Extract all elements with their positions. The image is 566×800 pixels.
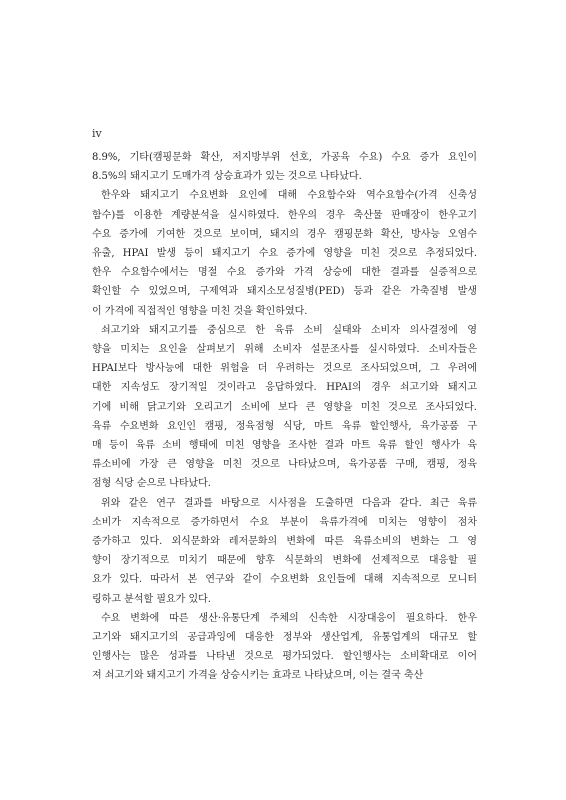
text-line: 링하고 분석할 필요가 있다.: [92, 593, 211, 605]
text-line: 인행사는 많은 성과를 나타낸 것으로 평가되었다. 할인행사는 소비확대로 이어: [92, 651, 477, 663]
page-number: iv: [92, 127, 102, 140]
text-line: 위와 같은 연구 결과를 바탕으로 시사점을 도출하면 다음과 같다. 최근 육류: [101, 497, 477, 509]
text-line: 유출, HPAI 발생 등이 돼지고기 수요 증가에 영향을 미친 것으로 추정되었다.: [92, 248, 477, 260]
text-line: 이 가격에 직접적인 영향을 미친 것을 확인하였다.: [92, 305, 308, 317]
text-line: 고기와 돼지고기의 공급과잉에 대응한 정부와 생산업계, 유통업계의 대규모 할: [92, 632, 477, 644]
text-line: 점형 식당 순으로 나타났다.: [92, 478, 211, 490]
paragraph: [92, 494, 477, 609]
text-line: 함수)를 이용한 계량분석을 실시하였다. 한우의 경우 축산물 판매장이 한우고기: [92, 209, 477, 221]
text-line: 수요 변화에 따른 생산·유통단계 주체의 신속한 시장대응이 필요하다. 한우: [101, 612, 477, 624]
text-line: HPAI보다 방사능에 대한 위험을 더 우려하는 것으로 조사되었으며, 그 우려에: [92, 363, 477, 375]
text-line: 향을 미치는 요인을 살펴보기 위해 소비자 설문조사를 실시하였다. 소비자들은: [92, 344, 477, 356]
text-line: 매 등이 육류 소비 행태에 미친 영향을 조사한 결과 마트 육류 할인 행사가 육: [92, 440, 477, 452]
text-line: 한우와 돼지고기 수요변화 요인에 대해 수요함수와 역수요함수(가격 신축성: [101, 190, 477, 202]
text-line: 소비가 지속적으로 증가하면서 수요 부분이 육류가격에 미치는 영향이 점차: [92, 516, 477, 528]
text-line: 수요 증가에 기여한 것으로 보이며, 돼지의 경우 캠핑문화 확산, 방사능 오염수: [92, 228, 477, 240]
text-line: 확인할 수 있었으며, 구제역과 돼지소모성질병(PED) 등과 같은 가축질병 발생: [92, 286, 477, 298]
text-line: 져 쇠고기와 돼지고기 가격을 상승시키는 효과로 나타났으며, 이는 결국 축산: [92, 670, 424, 682]
text-line: 8.9%, 기타(캠핑문화 확산, 저지방부위 선호, 가공육 수요) 수요 증가 요인이: [92, 152, 477, 163]
text-line: 향이 장기적으로 미치기 때문에 향후 식문화의 변화에 선제적으로 대응할 필: [92, 555, 477, 567]
text-line: 8.5%의 돼지고기 도매가격 상승효과가 있는 것으로 나타났다.: [92, 171, 362, 183]
text-line: 한우 수요함수에서는 명절 수요 증가와 가격 상승에 대한 결과를 실증적으로: [92, 267, 477, 279]
paragraph: [92, 321, 477, 494]
text-line: 증가하고 있다. 외식문화와 레저문화의 변화에 따른 육류소비의 변화는 그 영: [92, 536, 477, 548]
body-text: [92, 148, 477, 686]
text-line: 요가 있다. 따라서 본 연구와 같이 수요변화 요인들에 대해 지속적으로 모니터: [92, 574, 477, 586]
paragraph: [92, 148, 477, 186]
text-line: 대한 지속성도 장기적일 것이라고 응답하였다. HPAI의 경우 쇠고기와 돼지고: [92, 382, 477, 394]
text-line: 쇠고기와 돼지고기를 중심으로 한 육류 소비 실태와 소비자 의사결정에 영: [101, 324, 477, 336]
text-line: 기에 비해 닭고기와 오리고기 소비에 보다 큰 영향을 미친 것으로 조사되었다.: [92, 401, 477, 413]
text-line: 육류 수요변화 요인인 캠핑, 정육점형 식당, 마트 육류 할인행사, 육가공품 구: [92, 420, 477, 432]
paragraph: [92, 186, 477, 320]
paragraph: [92, 609, 477, 686]
text-line: 류소비에 가장 큰 영향을 미친 것으로 나타났으며, 육가공품 구매, 캠핑, 정육: [92, 459, 477, 471]
